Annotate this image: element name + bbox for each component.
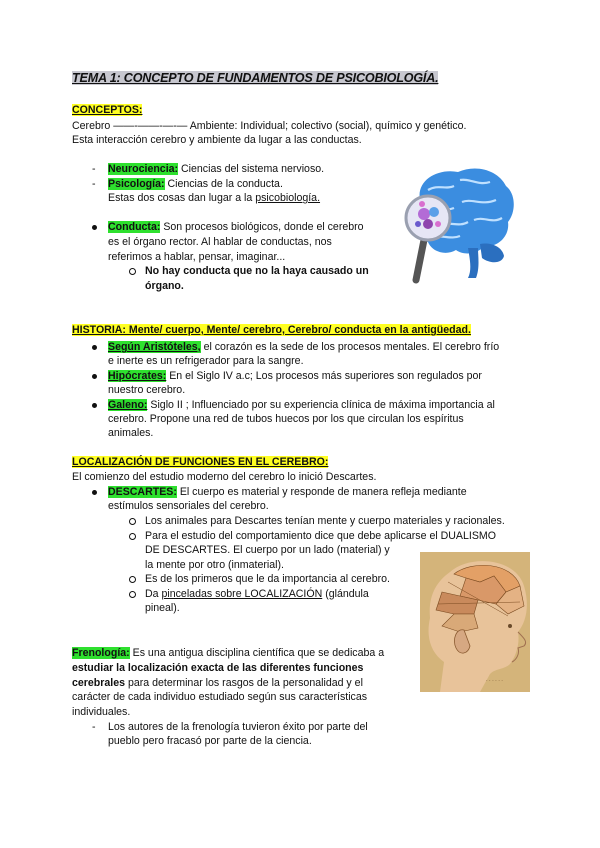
descartes-term: DESCARTES: [108, 486, 177, 498]
conceptos-line1: Cerebro ——-——-—-— Ambiente: Individual; colectivo (social), químico y genético. [72, 120, 467, 132]
galeno-text-1: Siglo II ; Influenciado por su experiencia clínica de máxima importancia al [147, 399, 495, 411]
psicologia-sub-text: Estas dos cosas dan lugar a la [108, 192, 256, 204]
frenologia-item [72, 646, 384, 661]
conducta-sub-2: órgano. [145, 280, 184, 292]
frenologia-text-5: individuales. [72, 706, 131, 718]
conducta-item [108, 220, 364, 235]
frenologia-text-4: carácter de cada individuo estudiado según sus características [72, 691, 368, 703]
descartes-text-1: El cuerpo es material y responde de manera refleja mediante [176, 486, 467, 498]
phrenology-head-image [420, 552, 530, 692]
psicologia-text: Ciencias de la conducta. [164, 178, 283, 190]
descartes-sub-4-pre: Da [145, 588, 162, 600]
conceptos-heading [72, 103, 142, 118]
descartes-sub-2-3: la mente por otro (inmaterial). [145, 559, 284, 571]
bullet-circle [129, 533, 136, 540]
localizacion-heading [72, 455, 328, 470]
bullet-circle [129, 576, 136, 583]
historia-heading [72, 323, 471, 338]
conceptos-line2: Esta interacción cerebro y ambiente da lugar a las conductas. [72, 134, 362, 146]
psicologia-term: Psicología: [108, 178, 165, 190]
conducta-term: Conducta: [108, 221, 161, 233]
frenologia-text-1: Es una antigua disciplina científica que se dedicaba a [129, 647, 385, 659]
galeno-text-2: cerebro. Propone una red de tubos huecos por los que circulan los espíritus [108, 413, 464, 425]
conducta-text-3: referimos a hablar, pensar, imaginar... [108, 251, 286, 263]
aristoteles-text-2: e inerte es un refrigerador para la sangre. [108, 355, 304, 367]
page-title-text: TEMA 1: CONCEPTO DE FUNDAMENTOS DE PSICOBIOLOGÍA. [72, 71, 439, 85]
descartes-sub-1: Los animales para Descartes tenían mente y cuerpo materiales y racionales. [145, 515, 505, 527]
aristoteles-text-1: el corazón es la sede de los procesos mentales. El cerebro frío [200, 341, 500, 353]
frenologia-term: Frenología: [72, 647, 130, 659]
frenologia-line-3 [72, 676, 363, 691]
frenologia-text-3-rest: para determinar los rasgos de la personalidad y el [125, 677, 363, 689]
localizacion-heading-text: LOCALIZACIÓN DE FUNCIONES EN EL CEREBRO: [72, 456, 329, 468]
bullet-circle [129, 591, 136, 598]
aristoteles-item [108, 340, 499, 355]
psicologia-item [108, 177, 283, 192]
psicologia-sub [108, 191, 320, 206]
frenologia-text-2: estudiar la localización exacta de las diferentes funciones [72, 662, 364, 674]
frenologia-text-3-bold: cerebrales [72, 677, 126, 689]
hipocrates-text-1: En el Siglo IV a.c; Los procesos más superiores son regulados por [166, 370, 482, 382]
dash-bullet: - [92, 163, 96, 175]
psicobiologia-link: psicobiología. [255, 192, 321, 204]
aristoteles-term: Según Aristóteles, [108, 341, 201, 353]
conducta-sub-1: No hay conducta que no la haya causado un [145, 265, 369, 277]
bullet-circle [129, 518, 136, 525]
descartes-sub-4 [145, 587, 369, 602]
frenologia-dash-1: Los autores de la frenología tuvieron éxito por parte del [108, 721, 368, 733]
localizacion-link: pinceladas sobre LOCALIZACIÓN [161, 588, 323, 600]
galeno-text-3: animales. [108, 427, 154, 439]
bullet-dot [92, 374, 97, 379]
svg-text:· · · · · ·: · · · · · · [486, 678, 503, 684]
descartes-sub-4-2: pineal). [145, 602, 180, 614]
bullet-circle [129, 268, 136, 275]
bullet-dot [92, 490, 97, 495]
bullet-dot [92, 225, 97, 230]
historia-heading-text: HISTORIA: Mente/ cuerpo, Mente/ cerebro, Cerebro/ conducta en la antigüedad. [72, 324, 471, 336]
galeno-term: Galeno: [108, 399, 148, 411]
descartes-sub-2-1: Para el estudio del comportamiento dice que debe aplicarse el DUALISMO [145, 530, 496, 542]
frenologia-dash-2: pueblo pero fracasó por parte de la ciencia. [108, 735, 312, 747]
localizacion-intro: El comienzo del estudio moderno del cerebro lo inició Descartes. [72, 471, 377, 483]
conducta-text-1: Son procesos biológicos, donde el cerebro [160, 221, 364, 233]
descartes-sub-3: Es de los primeros que le da importancia al cerebro. [145, 573, 390, 585]
page-title [72, 71, 438, 87]
conducta-text-2: es el órgano rector. Al hablar de conductas, nos [108, 236, 332, 248]
neurociencia-item [108, 162, 324, 177]
dash-bullet: - [92, 721, 96, 733]
descartes-sub-4-post: (glándula [322, 588, 369, 600]
hipocrates-term: Hipócrates: [108, 370, 167, 382]
hipocrates-item [108, 369, 482, 384]
descartes-text-2: estímulos sensoriales del cerebro. [108, 500, 269, 512]
descartes-sub-2-2: DE DESCARTES. El cuerpo por un lado (material) y [145, 544, 390, 556]
bullet-dot [92, 345, 97, 350]
galeno-item [108, 398, 495, 413]
brain-magnifier-image [398, 160, 518, 286]
descartes-item [108, 485, 467, 500]
dash-bullet: - [92, 178, 96, 190]
conceptos-heading-text: CONCEPTOS: [72, 104, 143, 116]
neurociencia-term: Neurociencia: [108, 163, 179, 175]
bullet-dot [92, 403, 97, 408]
neurociencia-text: Ciencias del sistema nervioso. [178, 163, 325, 175]
hipocrates-text-2: nuestro cerebro. [108, 384, 186, 396]
